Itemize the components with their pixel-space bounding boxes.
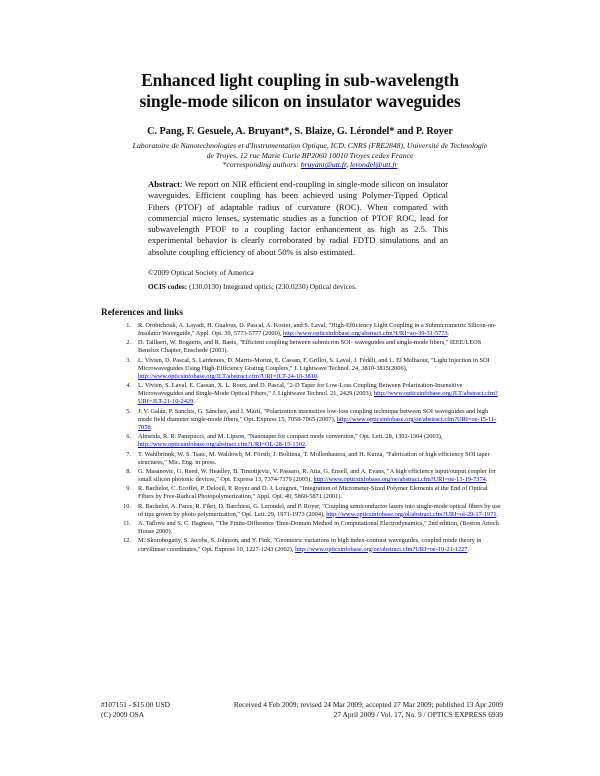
article-code: #107151 - $15.00 USD	[101, 700, 170, 709]
reference-list	[101, 322, 501, 555]
reference-end: .	[150, 423, 153, 431]
reference-link[interactable]: http://www.opticsinfobase.org/ol/abstract.cfm?URI=ol-29-17-1971	[326, 510, 497, 518]
reference-text: M. Skorobogatiy, S. Jacobs, S. Johnson, and Y. Fink, "Geometric variations in high index-contrast waveguides, coupled mode theory in curvilinear coordinates," Opt. Express 10, 1227-1243 (2002),	[138, 537, 482, 553]
reference-text: R. Orobtchouk, A. Layadi, H. Gualous, D. Pascal, A. Koster, and S. Laval, "High-Efficiency Light Coupling in a Submicrometric Silicon-on-Insulator Waveguide," Appl. Opt. 39, 5773-5777 (2000),	[138, 322, 497, 338]
reference-item	[101, 322, 501, 338]
reference-number: 10.	[123, 502, 131, 510]
reference-item	[101, 433, 501, 449]
reference-end: .	[193, 398, 195, 406]
reference-text: A. Taflove and S. C. Hagness, "The Finite-Difference Time-Domain Method in Computational Electrodynamics," 2nd edition, (Boston Artech House 2000).	[138, 520, 499, 536]
reference-number: 7.	[126, 450, 131, 458]
reference-number: 9.	[126, 485, 131, 493]
reference-end: .	[447, 330, 450, 338]
author-list: C. Pang, F. Gesuele, A. Bruyant*, S. Blaize, G. Lérondel* and P. Royer	[147, 126, 453, 137]
osa-copyright: (C) 2009 OSA	[101, 710, 145, 720]
affiliation-line-1: Laboratoire de Nanotechnologies et d'Instrumentation Optique, ICD, CNRS (FRE2848), Université de Technologie	[132, 141, 488, 150]
reference-number: 1.	[126, 322, 131, 329]
copyright-notice: ©2009 Optical Society of America	[148, 268, 254, 277]
reference-text: D. Taillaert, W. Bogaerts, and R. Baets, "Efficient coupling between submicron SOI- waveguides and single-mode fibers," IEEE/LEOS Benelux Chapter, Enschede (2003).	[138, 339, 482, 355]
reference-link[interactable]: http://www.opticsinfobase.org/abstract.cfm?URI=OL-28-15-1302	[138, 441, 306, 449]
references-heading: References and links	[101, 308, 183, 318]
footer-row-2	[101, 710, 503, 720]
corresponding-authors	[110, 160, 510, 170]
reference-item	[101, 485, 501, 501]
reference-link[interactable]: http://www.opticsinfobase.org/JLT/abstract.cfm?URI=JLT-24-10-3810	[138, 372, 318, 380]
reference-item	[101, 408, 501, 432]
abstract-label: Abstract	[148, 179, 180, 189]
reference-text: T. Wahlbrinnk, W. S. Tsaic, M. Waldowb, M. Förstb, J. Bolitena, T. Mollenhauera, and H. Kurza, "Fabrication of high efficiency SOI taper structures," Mic. Eng. in press.	[138, 450, 490, 466]
reference-item	[101, 468, 501, 484]
reference-number: 3.	[126, 356, 131, 364]
reference-link[interactable]: http://www.opticsinfobase.org/oe/abstract.cfm?URI=oe-10-21-1227	[295, 545, 468, 553]
footer-row-1	[101, 700, 503, 710]
reference-text: G. Masanovic, G. Reed, W. Headley, B. Timotijevic, V. Passaro, R. Atta, G. Ensell, and A. Evans, "A high efficiency input/output coupler for small silicon photonic devices," Opt. Express 13, 7374-7379 (2005),	[138, 467, 496, 483]
reference-end: .	[496, 510, 499, 518]
reference-number: 8.	[126, 467, 131, 475]
email-link-lerondel[interactable]: lerondel@utt.fr	[349, 160, 398, 170]
reference-end: .	[467, 545, 470, 553]
reference-item	[101, 503, 501, 519]
reference-item	[101, 339, 501, 355]
reference-number: 11.	[123, 520, 131, 528]
paper-title	[60, 70, 540, 112]
corresponding-prefix: *corresponding authors:	[222, 160, 301, 170]
reference-item	[101, 451, 501, 467]
reference-number: 5.	[126, 407, 131, 415]
journal-issue: 27 April 2009 / Vol. 17, No. 9 / OPTICS EXPRESS 6939	[333, 710, 503, 720]
reference-end: .	[305, 441, 307, 449]
abstract	[148, 179, 448, 258]
ocis-label: OCIS codes:	[148, 282, 188, 291]
reference-text: J. V. Galán, P. Sanchis, G. Sánchez, and J. Martí, "Polarization insensitive low-loss coupling technique between SOI waveguides and high mode field diameter single-mode fibers," Opt. Express 15, 7058-7065 (2007),	[138, 407, 489, 423]
reference-text: Almeida, R. R. Panepucci, and M. Lipson, "Nanotaper for compact mode conversion," Opt. Lett. 28, 1302-1304 (2003),	[138, 433, 443, 441]
title-line-1: Enhanced light coupling in sub-wavelength	[141, 70, 459, 90]
reference-item	[101, 382, 501, 406]
submission-history: Received 4 Feb 2009; revised 24 Mar 2009; accepted 27 Mar 2009; published 13 Apr 2009	[233, 700, 503, 709]
affiliation-line-2: de Troyes, 12 rue Marie Curie BP2060 10010 Troyes cedex France	[206, 150, 414, 160]
reference-item	[101, 537, 501, 553]
email-separator: ,	[346, 160, 350, 170]
ocis-text: (130.0130) Integrated optics; (230.0230) Optical devices.	[187, 282, 357, 291]
reference-link[interactable]: http://www.opticsinfobase.org/JLT/abstract.cfm?URI=JLT-21-10-2429	[138, 390, 498, 406]
reference-text: R. Bachelot, C. Ecoffet, P. Deloeil, P. Royer and D. J. Lougnot, "Integration of Micrometer-Sized Polymer Elements at the End of Optical Fibers by Free-Radical Photopolymerization," Appl. Opt. 40, 5860-5871 (2001).	[138, 485, 488, 501]
reference-number: 2.	[126, 339, 131, 347]
reference-link[interactable]: http://www.opticsinfobase.org/oe/abstract.cfm?URI=oe-13-19-7374	[313, 476, 486, 483]
page-footer	[101, 700, 503, 721]
reference-text: L. Vivien, S. Laval, E. Cassan, X. L. Roux, and D. Pascal, "2-D Taper for Low-Loss Coupling Between Polarization-Insensitive Microwaveguides and Single-Mode Optical Fibers," J. Lightwave Technol. 21, 2429 (2003),	[138, 382, 463, 398]
reference-number: 12.	[123, 537, 131, 545]
reference-text: L. Vivien, D. Pascal, S. Lardenois, D. Marris-Morini, E. Cassan, F. Grillot, S. Laval, J. Fédéli, and L. El Melhaoui, "Light Injection in SOI Microwaveguides Using High-Efficiency Grating Couplers," J. Lightwave Technol. 24, 3810-3815(2006),	[138, 356, 490, 372]
email-link-bruyant[interactable]: bruyant@utt.fr	[300, 160, 347, 170]
reference-number: 6.	[126, 433, 131, 441]
reference-item	[101, 520, 501, 536]
reference-number: 4.	[126, 382, 131, 390]
reference-end: .	[485, 476, 488, 483]
title-line-2: single-mode silicon on insulator waveguides	[139, 91, 461, 111]
reference-link[interactable]: http://www.opticsinfobase.org/abstract.cfm?URI=ao-39-31-5773	[283, 330, 448, 338]
reference-item	[101, 357, 501, 381]
reference-link[interactable]: http://www.opticsinfobase.org/oe/abstract.cfm?URI=oe-15-11-7058	[138, 415, 497, 431]
ocis-codes	[148, 282, 458, 292]
affiliation	[110, 141, 510, 170]
reference-text: R. Bachelot, A. Fares, R. Fikri, D. Barchiesi, G. Lerondel, and P. Royer, "Coupling semiconductor lasers into single-mode optical fibers by use of tips grown by photo polymerization," Opt. Lett. 29, 1971-1973 (2004),	[138, 502, 501, 518]
reference-end: .	[317, 372, 319, 380]
abstract-text: : We report on NIR efficient end-coupling in single-mode silicon on insulator waveguides. Efficient coupling has been achieved using Polymer-Tipped Optical Fibers (PTOF) of adaptable radius of curvature (ROC). When compared with commercial micro lenses, systematic studies as a function of PTOF ROC, lead for subwavelength PTOF to a coupling factor enhancement as high as 2.5. This experimental behavior is clearly corroborated by radial FDTD simulations and an absolute coupling efficiency of about 50% is also estimated.	[148, 179, 448, 257]
